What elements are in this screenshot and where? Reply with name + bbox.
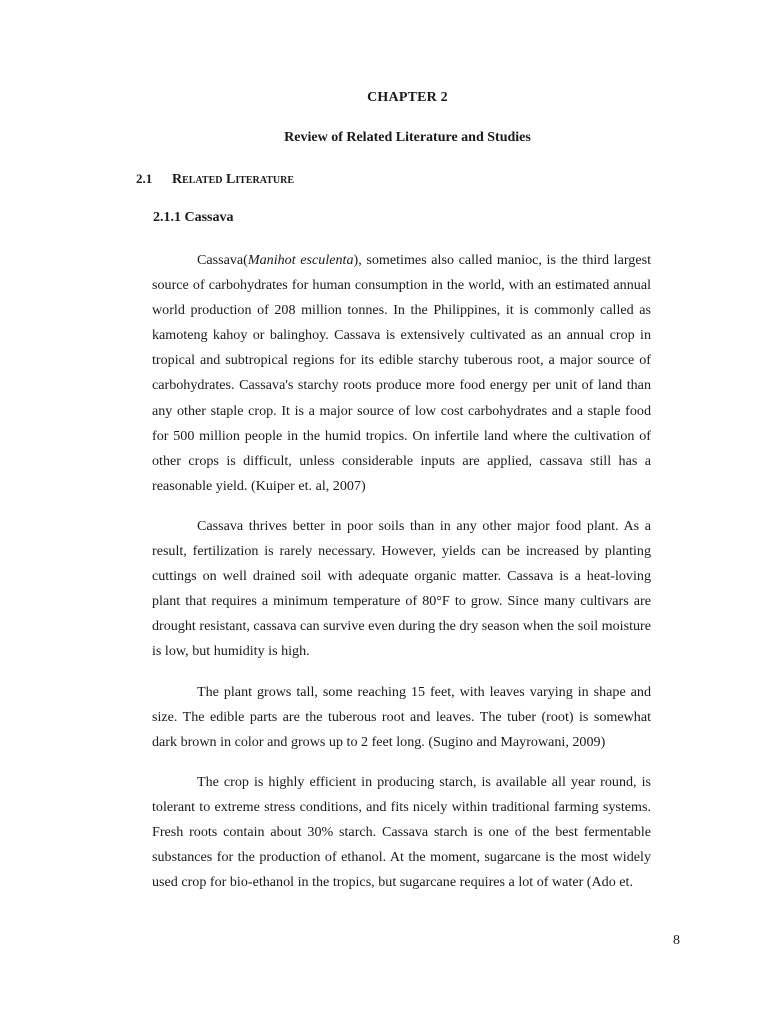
- paragraph-1-text: ), sometimes also called manioc, is the third largest source of carbohydrates for human consumption in the world, with an estimated annual world production of 208 million tonnes. In the Philippines, it is commonly called as kamoteng kahoy or balinghoy. Cassava is extensively cultivated as an annual crop in tropical and subtropical regions for its edible starchy tuberous root, a major source of carbohydrates. Cassava's starchy roots produce more food energy per unit of land than any other staple crop. It is a major source of low cost carbohydrates and a staple food for 500 million people in the humid tropics. On infertile land where the cultivation of other crops is difficult, unless considerable inputs are applied, cassava still has a reasonable yield. (Kuiper et. al, 2007): [152, 252, 651, 494]
- section-number: 2.1: [136, 171, 153, 186]
- section-name: Related Literature: [172, 172, 295, 187]
- chapter-heading: CHAPTER 2: [367, 90, 448, 105]
- paragraph-2: Cassava thrives better in poor soils than in any other major food plant. As a result, fertilization is rarely necessary. However, yields can be increased by planting cuttings on well drained soil with adequate organic matter. Cassava is a heat-loving plant that requires a minimum temperature of 80°F to grow. Since many cultivars are drought resistant, cassava can survive even during the dry season when the soil moisture is low, but humidity is high.: [152, 517, 651, 660]
- body-text: [152, 248, 651, 910]
- paragraph-4: The crop is highly efficient in producing starch, is available all year round, is tolerant to extreme stress conditions, and fits nicely within traditional farming systems. Fresh roots contain about 30% starch. Cassava starch is one of the best fermentable substances for the production of ethanol. At the moment, sugarcane is the most widely used crop for bio-ethanol in the tropics, but sugarcane requires a lot of water (Ado et.: [152, 773, 651, 891]
- scientific-name: Manihot esculenta: [247, 252, 354, 268]
- page-number: 8: [673, 933, 680, 948]
- subsection-heading: 2.1.1 Cassava: [153, 210, 234, 225]
- chapter-title: Review of Related Literature and Studies: [284, 130, 531, 145]
- paragraph-1: [152, 248, 651, 499]
- paragraph-3: The plant grows tall, some reaching 15 feet, with leaves varying in shape and size. The edible parts are the tuberous root and leaves. The tuber (root) is somewhat dark brown in color and grows up to 2 feet long. (Sugino and Mayrowani, 2009): [152, 683, 651, 750]
- paragraph-1-lead: Cassava(: [197, 252, 248, 268]
- section-heading: [136, 171, 294, 188]
